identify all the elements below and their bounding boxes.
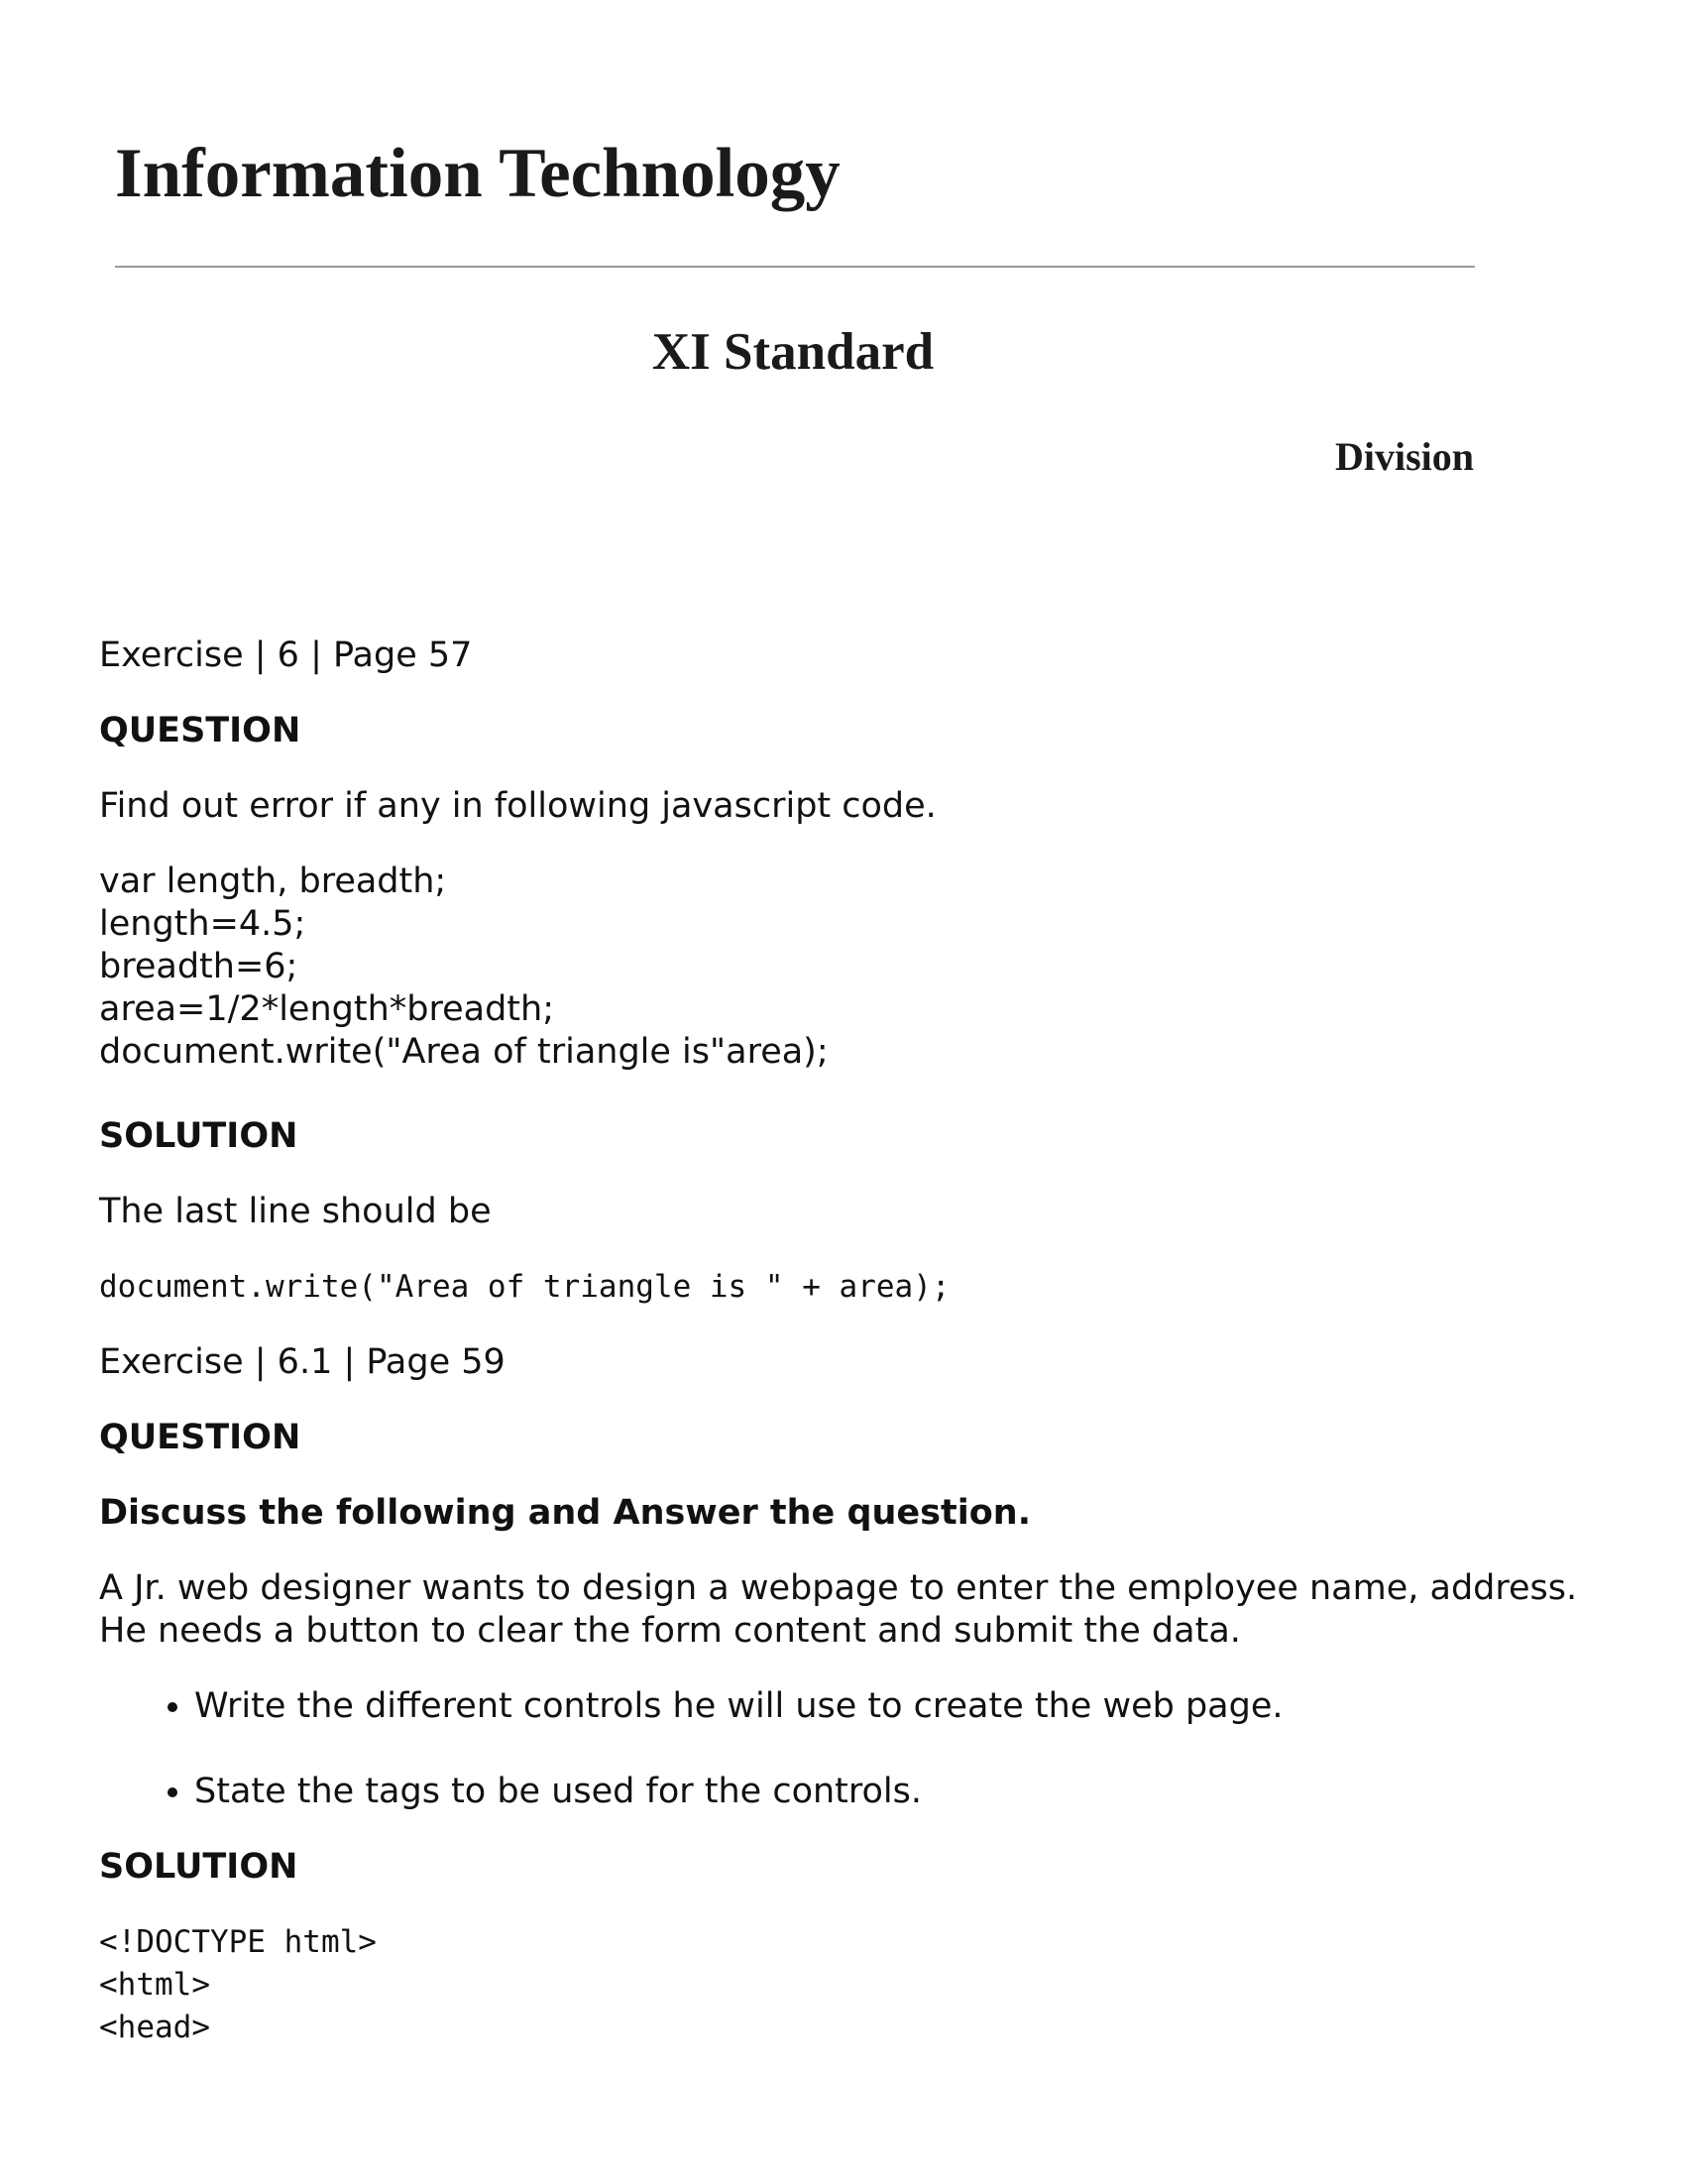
exercise-reference: Exercise | 6.1 | Page 59 xyxy=(99,1342,506,1382)
solution-heading: SOLUTION xyxy=(99,1847,298,1887)
question-heading: QUESTION xyxy=(99,711,301,750)
code-line: <head> xyxy=(99,2010,210,2045)
solution-heading: SOLUTION xyxy=(99,1116,298,1156)
code-line: var length, breadth; xyxy=(99,862,447,901)
code-line: <html> xyxy=(99,1967,210,2003)
code-line: document.write("Area of triangle is"area); xyxy=(99,1032,829,1072)
document-title: Information Technology xyxy=(115,135,841,212)
solution-code: document.write("Area of triangle is " + area); xyxy=(99,1269,951,1305)
standard-label: XI Standard xyxy=(651,323,935,381)
question-code xyxy=(99,861,1606,1074)
exercise-reference: Exercise | 6 | Page 57 xyxy=(99,635,473,675)
list-item: • State the tags to be used for the controls. xyxy=(194,1771,1606,1813)
document-body xyxy=(99,634,1606,2049)
division-label: Division xyxy=(1334,434,1474,479)
code-line: breadth=6; xyxy=(99,947,298,986)
question-heading: QUESTION xyxy=(99,1418,301,1457)
solution-text: The last line should be xyxy=(99,1192,492,1231)
question-bullet-list xyxy=(99,1685,1606,1813)
code-line: area=1/2*length*breadth; xyxy=(99,989,554,1029)
header-divider xyxy=(115,266,1475,268)
question-text: Find out error if any in following javascript code. xyxy=(99,786,937,826)
question-text: A Jr. web designer wants to design a webpage to enter the employee name, address. He needs a button to clear the form content and submit the data. xyxy=(99,1568,1578,1651)
list-item: • Write the different controls he will use to create the web page. xyxy=(194,1685,1606,1728)
question-title: Discuss the following and Answer the question. xyxy=(99,1493,1031,1533)
code-line: length=4.5; xyxy=(99,904,306,944)
code-line: <!DOCTYPE html> xyxy=(99,1924,377,1960)
solution-code xyxy=(99,1921,1606,2049)
